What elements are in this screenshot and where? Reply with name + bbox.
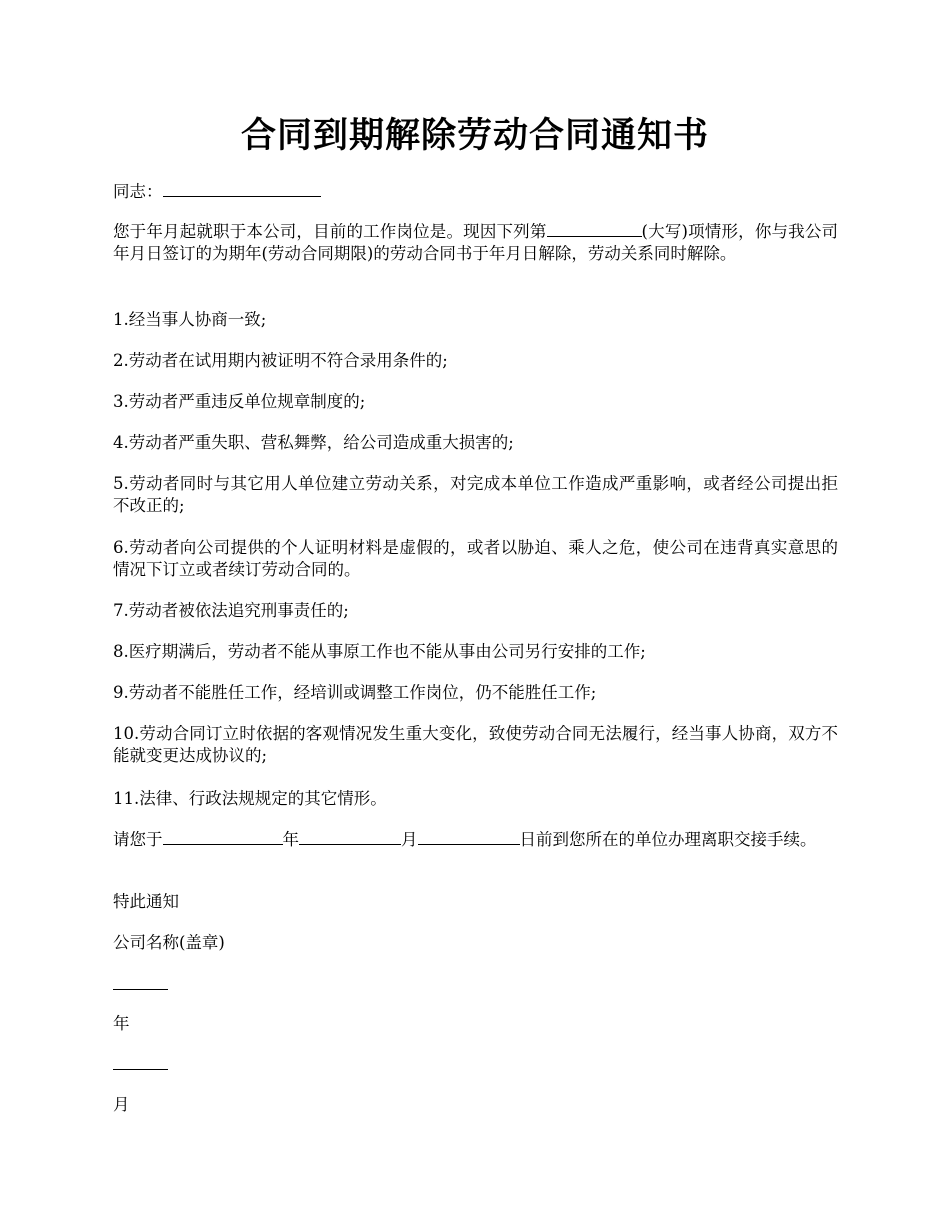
- deadline-month-label: 月: [401, 830, 418, 849]
- item-number-blank: [547, 222, 642, 237]
- list-item-4: 4.劳动者严重失职、营私舞弊，给公司造成重大损害的;: [113, 433, 514, 452]
- year-label: 年: [113, 1014, 130, 1033]
- intro-paragraph: [113, 221, 838, 265]
- deadline-month-blank: [299, 830, 401, 845]
- deadline-year-label: 年: [282, 830, 299, 849]
- list-item-8: 8.医疗期满后，劳动者不能从事原工作也不能从事由公司另行安排的工作;: [113, 642, 646, 661]
- list-item-3: 3.劳动者严重违反单位规章制度的;: [113, 392, 366, 411]
- deadline-year-blank: [163, 830, 283, 845]
- month-label: 月: [113, 1095, 130, 1114]
- name-blank: [163, 182, 321, 197]
- list-item-1: 1.经当事人协商一致;: [113, 310, 267, 329]
- deadline-day-blank: [418, 830, 520, 845]
- month-signature-line: [113, 1069, 168, 1070]
- notice-text: 特此通知: [113, 892, 179, 911]
- deadline-suffix: 日前到您所在的单位办理离职交接手续。: [519, 830, 817, 849]
- list-item-2: 2.劳动者在试用期内被证明不符合录用条件的;: [113, 351, 448, 370]
- document-title: 合同到期解除劳动合同通知书: [240, 116, 709, 156]
- list-item-7: 7.劳动者被依法追究刑事责任的;: [113, 601, 349, 620]
- deadline-paragraph: [113, 829, 838, 851]
- list-item-6: 6.劳动者向公司提供的个人证明材料是虚假的，或者以胁迫、乘人之危，使公司在违背真实意思的情况下订立或者续订劳动合同的。: [113, 538, 838, 579]
- intro-text-2: (大写)项情形，你与我公司年月日签订的为期年(劳动合同期限)的劳动合同书于年月日解除，劳动关系同时解除。: [113, 222, 839, 263]
- salutation-label: 同志：: [113, 182, 163, 201]
- list-item-10: 10.劳动合同订立时依据的客观情况发生重大变化，致使劳动合同无法履行，经当事人协商，双方不能就变更达成协议的;: [113, 724, 838, 765]
- list-item-5: 5.劳动者同时与其它用人单位建立劳动关系，对完成本单位工作造成严重影响，或者经公司提出拒不改正的;: [113, 474, 838, 515]
- list-item-9: 9.劳动者不能胜任工作，经培训或调整工作岗位，仍不能胜任工作;: [113, 683, 597, 702]
- intro-text-1: 您于年月起就职于本公司，目前的工作岗位是。现因下列第: [113, 222, 547, 241]
- salutation: [113, 181, 838, 203]
- deadline-prefix: 请您于: [113, 830, 163, 849]
- company-seal-label: 公司名称(盖章): [113, 933, 225, 952]
- list-item-11: 11.法律、行政法规规定的其它情形。: [113, 789, 387, 808]
- year-signature-line: [113, 989, 168, 990]
